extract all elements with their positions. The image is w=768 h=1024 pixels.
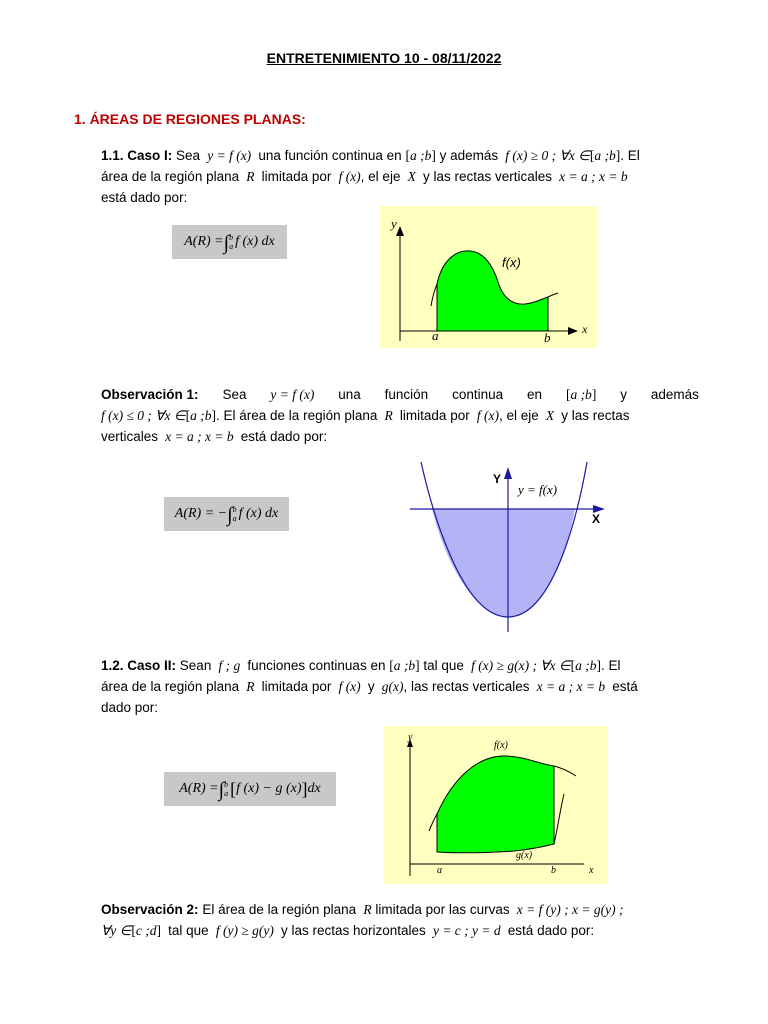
caso1-label: 1.1. Caso I: <box>101 148 173 163</box>
caso2-formula: A(R) = ∫ b a [ f (x) − g (x) ] dx <box>164 772 336 806</box>
text: . El <box>620 148 640 163</box>
text: y las rectas <box>561 408 630 423</box>
curve-label: y = f(x) <box>518 482 558 497</box>
text: área de la región plana <box>101 169 240 184</box>
text: , el eje <box>498 408 539 423</box>
y-axis-label: y <box>391 216 397 231</box>
a-label: a <box>437 865 442 876</box>
text: limitada por <box>261 169 332 184</box>
section-heading: 1. ÁREAS DE REGIONES PLANAS: <box>74 111 306 127</box>
b-label: b <box>544 330 551 345</box>
text: limitada por las curvas <box>375 902 510 917</box>
caso1-figure <box>380 206 597 348</box>
text: , las rectas verticales <box>403 679 530 694</box>
b-label: b <box>551 865 556 876</box>
text: área de la región plana <box>101 679 240 694</box>
text: está dado por: <box>507 923 595 938</box>
x-axis-label: x <box>589 865 594 876</box>
text: está dado por: <box>240 429 328 444</box>
caso2-figure <box>384 726 608 884</box>
page-title: ENTRETENIMIENTO 10 - 08/11/2022 <box>266 50 502 66</box>
text: funciones continuas en <box>247 658 386 673</box>
text: una <box>338 387 361 402</box>
text: verticales <box>101 429 159 444</box>
text: y las rectas horizontales <box>280 923 426 938</box>
text: además <box>650 387 699 402</box>
text: y las rectas verticales <box>422 169 553 184</box>
y-axis-label: y <box>408 732 413 743</box>
text: limitada por <box>261 679 332 694</box>
f-label: f(x) <box>494 740 508 751</box>
text: limitada por <box>399 408 470 423</box>
caso1-paragraph: 1.1. Caso I: Sea y = f (x) una función continua en [a ;b] y además f (x) ≥ 0 ; ∀x ∈[a ;b]. El área de la región plana R limitada por f (x), el eje X y las rectas verticales x = a ; x = b está dado por: <box>101 148 640 205</box>
obs2-label: Observación 2: <box>101 902 199 917</box>
a-label: a <box>432 328 439 343</box>
obs1-paragraph: Observación 1: Sea y = f (x) una función continua en [a ;b] y además f (x) ≤ 0 ; ∀x ∈[a ;b]. El área de la región plana R limitada por f (x), el eje X y las rectas verticales x = a ; x = b está dado por: <box>101 384 699 447</box>
text: Sea <box>176 148 201 163</box>
text: tal que <box>423 658 464 673</box>
text: una función continua en <box>258 148 402 163</box>
g-label: g(x) <box>516 850 533 861</box>
x-axis-label: x <box>582 322 588 336</box>
text: Sean <box>179 658 212 673</box>
obs1-figure <box>405 462 615 637</box>
text: y además <box>439 148 499 163</box>
obs1-label: Observación 1: <box>101 387 199 402</box>
text: , el eje <box>360 169 401 184</box>
obs2-paragraph: Observación 2: El área de la región plana R limitada por las curvas x = f (y) ; x = g(y) ; ∀y ∈[c ;d] tal que f (y) ≥ g(y) y las rectas horizontales y = c ; y = d está dado por: <box>101 902 624 938</box>
y-axis-label: Y <box>493 472 502 486</box>
caso2-label: 1.2. Caso II: <box>101 658 177 673</box>
text: en <box>527 387 543 402</box>
curve-label: f(x) <box>502 255 521 270</box>
text: y <box>620 387 627 402</box>
obs1-formula: A(R) = − ∫ b a f (x) dx <box>164 497 289 531</box>
text: continua <box>452 387 504 402</box>
text: dado por: <box>101 700 159 715</box>
text: está <box>612 679 638 694</box>
caso2-paragraph: 1.2. Caso II: Sean f ; g funciones continuas en [a ;b] tal que f (x) ≥ g(x) ; ∀x ∈[a ;b]. El área de la región plana R limitada por f (x) y g(x), las rectas verticales x = a ; x = b está dado por: <box>101 658 638 715</box>
x-axis-label: X <box>592 512 601 526</box>
text: El área de la región plana <box>202 902 357 917</box>
text: está dado por: <box>101 190 188 205</box>
text: . El área de la región plana <box>216 408 378 423</box>
text: Sea <box>222 387 247 402</box>
text: y <box>367 679 375 694</box>
text: función <box>384 387 429 402</box>
text: tal que <box>168 923 209 938</box>
text: . El <box>601 658 621 673</box>
caso1-formula: A(R) = ∫ b a f (x) dx <box>172 225 287 259</box>
